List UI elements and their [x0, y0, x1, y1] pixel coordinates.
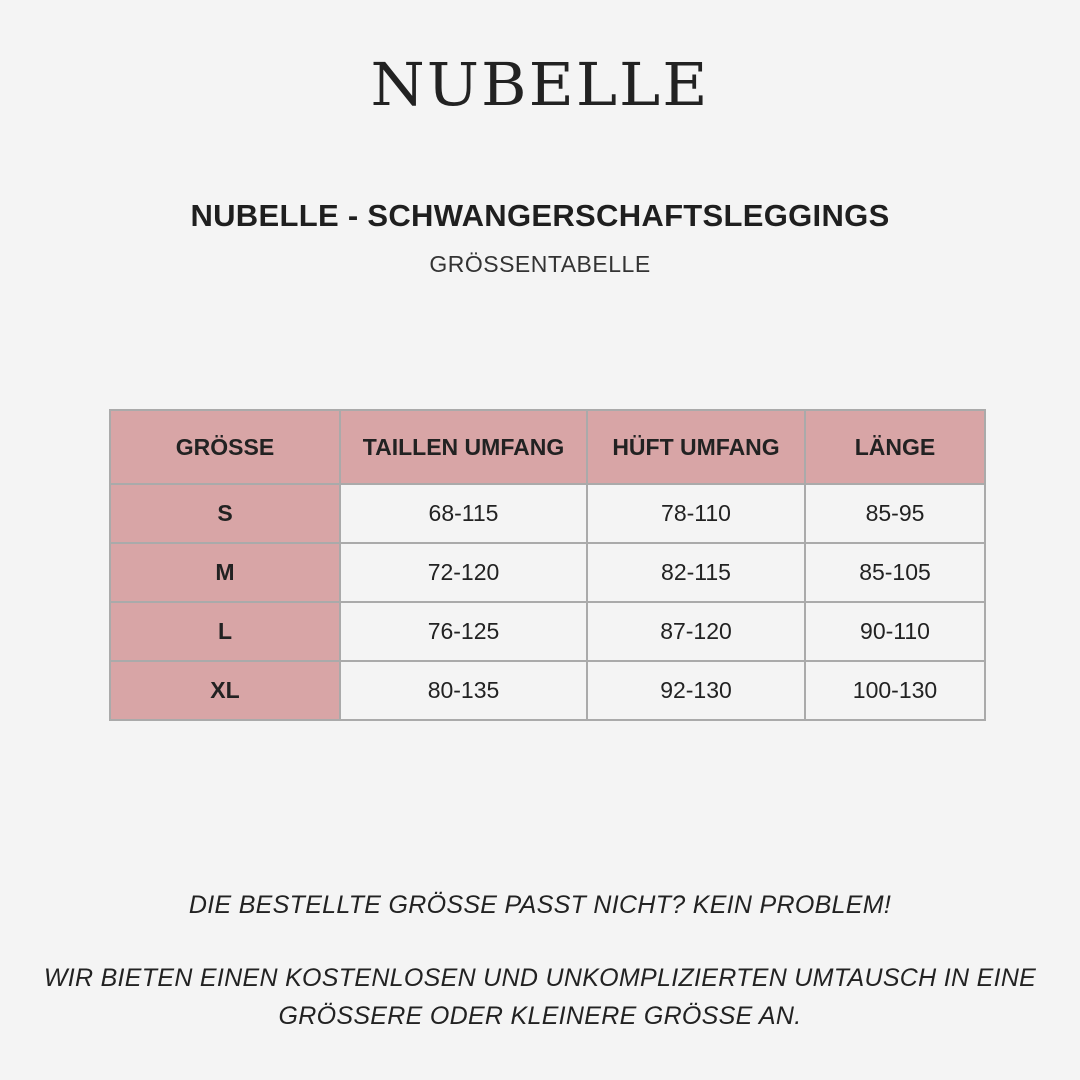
table-row [110, 602, 985, 661]
header-hip: HÜFT UMFANG [587, 410, 805, 484]
waist-cell: 80-135 [340, 661, 587, 720]
size-cell: XL [110, 661, 340, 720]
table-row [110, 543, 985, 602]
length-cell: 100-130 [805, 661, 985, 720]
length-cell: 85-95 [805, 484, 985, 543]
waist-cell: 68-115 [340, 484, 587, 543]
header-size: GRÖSSE [110, 410, 340, 484]
exchange-note-line: WIR BIETEN EINEN KOSTENLOSEN UND UNKOMPLIZIERTEN UMTAUSCH IN EINE [43, 964, 1037, 992]
length-cell: 85-105 [805, 543, 985, 602]
hip-cell: 78-110 [587, 484, 805, 543]
waist-cell: 76-125 [340, 602, 587, 661]
hip-cell: 92-130 [587, 661, 805, 720]
size-cell: L [110, 602, 340, 661]
brand-logo: NUBELLE [370, 49, 710, 120]
page-title: NUBELLE - SCHWANGERSCHAFTSLEGGINGS [190, 198, 890, 233]
exchange-note-heading: DIE BESTELLTE GRÖSSE PASST NICHT? KEIN PROBLEM! [188, 891, 892, 919]
hip-cell: 87-120 [587, 602, 805, 661]
header-waist: TAILLEN UMFANG [340, 410, 587, 484]
page-subtitle: GRÖSSENTABELLE [429, 251, 651, 277]
table-row [110, 661, 985, 720]
size-chart-table [109, 409, 986, 721]
length-cell: 90-110 [805, 602, 985, 661]
table-header-row [110, 410, 985, 484]
header-length: LÄNGE [805, 410, 985, 484]
table-row [110, 484, 985, 543]
exchange-note-line: GRÖSSERE ODER KLEINERE GRÖSSE AN. [278, 1002, 802, 1030]
size-cell: S [110, 484, 340, 543]
waist-cell: 72-120 [340, 543, 587, 602]
hip-cell: 82-115 [587, 543, 805, 602]
size-cell: M [110, 543, 340, 602]
